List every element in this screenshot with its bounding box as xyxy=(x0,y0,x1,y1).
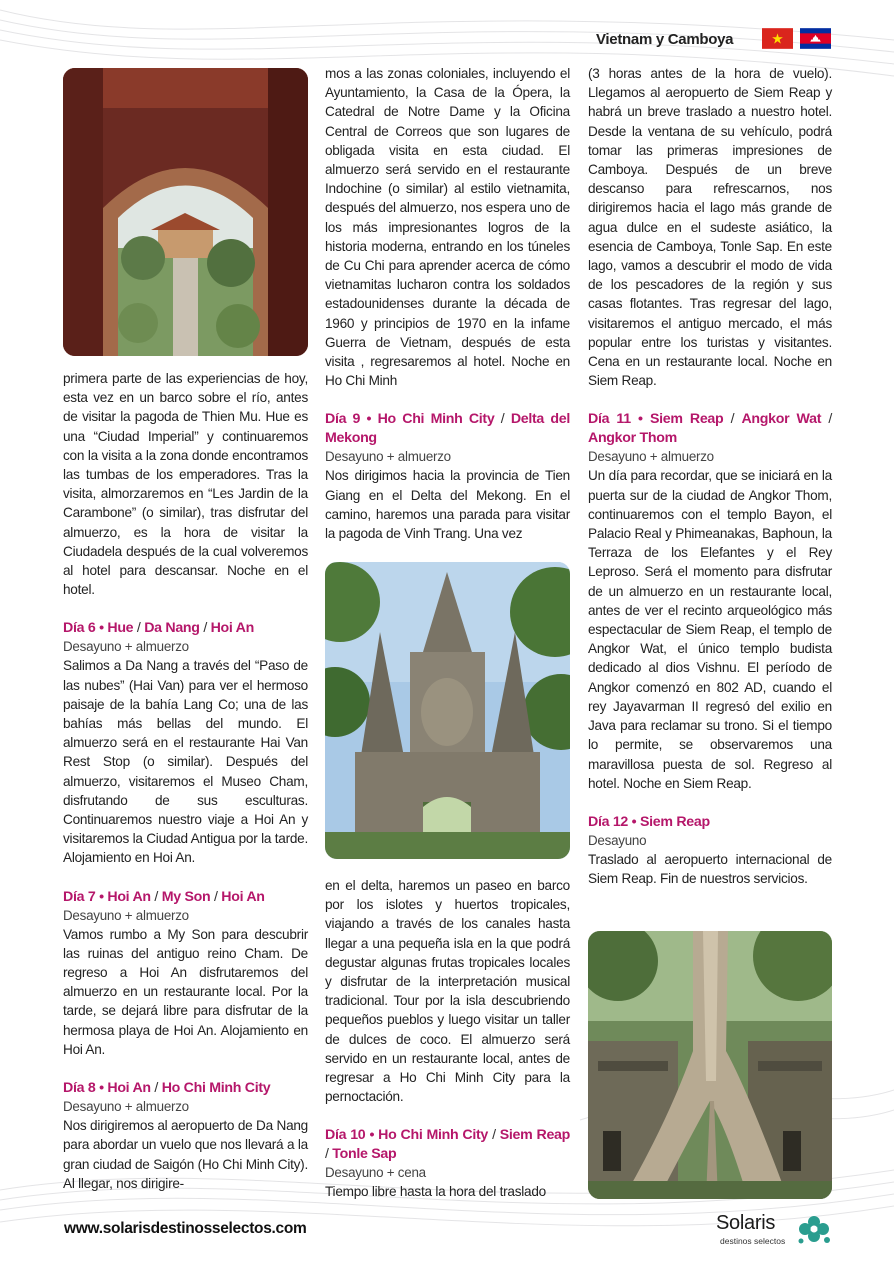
day-9-place-2: Delta del Mekong xyxy=(325,411,570,447)
day-11-place-1: Siem Reap xyxy=(649,411,724,428)
day-12-section xyxy=(588,813,832,888)
column-2-top xyxy=(325,64,570,543)
day-9-label: Día 9 xyxy=(325,411,361,428)
col1-intro: primera parte de las experiencias de hoy, esta vez en un barco sobre el río, antes de visitar la pagoda de Thien Mu. Hue es una “Ciudad Imperial” y continuaremos con la visita a la zona donde encontramos las tumbas de los emperadores. Tras la visita, almorzaremos en “Les Jardin de la Carambone” (o similar), tras disfrutar del almuerzo, es la hora de visitar la Ciudadela después de la cual volveremos al hotel para descansar. Noche en el hotel. xyxy=(63,371,308,598)
day-10-section xyxy=(325,1126,570,1201)
day-7-label: Día 7 xyxy=(63,888,96,905)
day-7-place-3: Hoi An xyxy=(221,888,265,905)
day-6-section xyxy=(63,619,308,867)
hue-gate-photo xyxy=(63,68,308,356)
angkor-gate-photo xyxy=(325,562,570,859)
day-6-text: Salimos a Da Nang a través del “Paso de las nubes” (Hai Van) para ver el hermoso paisaje de la bahía Lang Co; una de las bahías más bellas del mundo. El almuerzo será en el restaurante Hai Van Rest Stop (o similar). Después del almuerzo, visitaremos el Museo Cham, disfrutando de sus esculturas. Continuaremos nuestro viaje a Hoi An y visitaremos la Ciudad Antigua por la tarde. Alojamiento en Hoi An. xyxy=(63,658,308,866)
col3-intro: (3 horas antes de la hora de vuelo). Llegamos al aeropuerto de Siem Reap y habrá un breve traslado a nuestro hotel. Desde la ventana de su vehículo, podrá tomar las primeras impresiones de Camboya. Después de un breve descanso para refrescarnos, nos dirigiremos hacia el lago más grande de agua dulce en el sudeste asiático, la esencia de Camboya, Tonle Sap. En este lago, vamos a descubrir el modo de vida de los pescadores de la región y sus casas flotantes. Tras regresar del lago, visitaremos el antiguo mercado, el más popular entre los turistas y visitantes. Cena en un restaurante local. Noche en Siem Reap. xyxy=(588,66,832,389)
day-6-place-3: Hoi An xyxy=(210,620,254,637)
day-12-label: Día 12 xyxy=(588,813,629,830)
day-11-place-3: Angkor Thom xyxy=(588,430,677,447)
day-6-label: Día 6 xyxy=(63,620,96,637)
day-8-label: Día 8 xyxy=(63,1080,96,1097)
day-12-meals: Desayuno xyxy=(588,832,647,848)
day-6-meals: Desayuno + almuerzo xyxy=(63,639,189,655)
day-11-title: Día 11 • Siem Reap / Angkor Wat / Angkor Thom xyxy=(588,411,833,447)
day-8-title: Día 8 • Hoi An / Ho Chi Minh City xyxy=(63,1080,271,1097)
logo-tagline: destinos selectos xyxy=(720,1236,786,1246)
day-7-meals: Desayuno + almuerzo xyxy=(63,907,189,923)
day-9-text-cont: en el delta, haremos un paseo en barco por los islotes y huertos tropicales, viajando a través de los canales hasta llegar a una pequeña isla en la que podrá degustar algunas frutas tropicales locales y disfrutar de la interpretación musical tradicional. Tour por la isla descubriendo pequeños pueblos y luego visitar un taller de dulces de coco. El almuerzo será servido en un restaurante local, antes de regresar a Ho Chi Minh City para la pernoctación. xyxy=(325,878,570,1105)
day-10-text: Tiempo libre hasta la hora del traslado xyxy=(325,1184,546,1200)
day-8-meals: Desayuno + almuerzo xyxy=(63,1099,189,1115)
day-6-place-2: Da Nang xyxy=(144,620,200,637)
day-8-place-2: Ho Chi Minh City xyxy=(161,1080,271,1097)
day-7-title: Día 7 • Hoi An / My Son / Hoi An xyxy=(63,888,265,905)
day-10-place-2: Siem Reap xyxy=(499,1127,570,1144)
solaris-logo xyxy=(716,1212,836,1252)
footer-website-url[interactable]: www.solarisdestinosselectos.com xyxy=(64,1220,307,1237)
column-3 xyxy=(588,64,832,888)
day-6-place-1: Hue xyxy=(107,620,134,637)
day-10-label: Día 10 xyxy=(325,1127,366,1144)
day-11-label: Día 11 xyxy=(588,411,631,428)
day-12-title: Día 12 • Siem Reap xyxy=(588,813,710,830)
day-10-meals: Desayuno + cena xyxy=(325,1165,426,1181)
day-8-place-1: Hoi An xyxy=(107,1080,151,1097)
day-11-meals: Desayuno + almuerzo xyxy=(588,449,714,465)
day-12-place-1: Siem Reap xyxy=(639,813,710,830)
day-7-place-2: My Son xyxy=(161,888,211,905)
day-11-section xyxy=(588,410,832,792)
day-11-place-2: Angkor Wat xyxy=(741,411,822,428)
day-8-section xyxy=(63,1079,308,1193)
column-1 xyxy=(63,369,308,1193)
vietnam-flag-icon xyxy=(762,28,793,49)
day-9-meals: Desayuno + almuerzo xyxy=(325,449,451,465)
solaris-flower-icon xyxy=(794,1214,834,1246)
day-11-text: Un día para recordar, que se iniciará en la puerta sur de la ciudad de Angkor Thom, continuaremos con el templo Bayon, el Palacio Real y Phimeanakas, Baphoun, la Terraza de los Elefantes y el Rey Leproso. Será el momento para disfrutar de un almuerzo en un restaurante local, antes de ver el recinto arqueológico más espectacular de Siem Reap, el templo de Angkor Wat, el único templo budista dedicado al dios Vishnu. El período de Angkor comenzó en 802 AD, cuando el rey Jayavarman II regresó del exilio en Java para reclamar su trono. Si el tiempo lo permite, se observaremos una maravillosa puesta de sol. Regreso al hotel. Noche en Siem Reap. xyxy=(588,468,832,791)
logo-brand-name: Solaris xyxy=(716,1212,776,1234)
page-header-title: Vietnam y Camboya xyxy=(596,31,734,48)
day-10-title: Día 10 • Ho Chi Minh City / Siem Reap / Tonle Sap xyxy=(325,1127,570,1163)
day-10-place-1: Ho Chi Minh City xyxy=(378,1127,489,1144)
cambodia-flag-icon xyxy=(800,28,831,49)
day-9-section xyxy=(325,410,570,543)
day-9-text: Nos dirigimos hacia la provincia de Tien Giang en el Delta del Mekong. En el camino, haremos una parada para visitar la pagoda de Vinh Trang. Una vez xyxy=(325,468,570,542)
day-8-text: Nos dirigiremos al aeropuerto de Da Nang para abordar un vuelo que nos llevará a la gran ciudad de Saigón (Ho Chi Minh City). Al llegar, nos dirigire- xyxy=(63,1118,308,1191)
column-2-bottom xyxy=(325,876,570,1202)
day-10-place-3: Tonle Sap xyxy=(332,1146,397,1163)
day-9-place-1: Ho Chi Minh City xyxy=(377,411,495,428)
day-7-section xyxy=(63,888,308,1059)
day-7-text: Vamos rumbo a My Son para descubrir las ruinas del antiguo reino Cham. De regreso a Hoi An disfrutaremos del almuerzo en un restaurante local. Por la tarde, se dejará libre para disfrutar de la hermosa playa de Hoi An. Alojamiento en Hoi An. xyxy=(63,926,308,1057)
day-12-text: Traslado al aeropuerto internacional de Siem Reap. Fin de nuestros servicios. xyxy=(588,851,832,887)
day-6-title: Día 6 • Hue / Da Nang / Hoi An xyxy=(63,620,254,637)
day-9-title: Día 9 • Ho Chi Minh City / Delta del Mekong xyxy=(325,411,570,447)
col2-intro: mos a las zonas coloniales, incluyendo el Ayuntamiento, la Casa de la Ópera, la Catedral de Notre Dame y la Oficina Central de Correos que son lugares de obligada visita en esta ciudad. El almuerzo será servido en el restaurante Indochine (o similar) al estilo vietnamita, después del almuerzo, nos espera uno de los más impresionantes logros de la historia moderna, entrando en los túneles de Cu Chi para aprender acerca de cómo vietnamitas lucharon contra los soldados estadounidenses durante la década de 1960 y principios de 1970 en la infame Guerra de Vietnam, después de esta visita , regresaremos al hotel. Noche en Ho Chi Minh xyxy=(325,66,570,389)
day-7-place-1: Hoi An xyxy=(107,888,151,905)
ta-prohm-photo xyxy=(588,931,832,1199)
